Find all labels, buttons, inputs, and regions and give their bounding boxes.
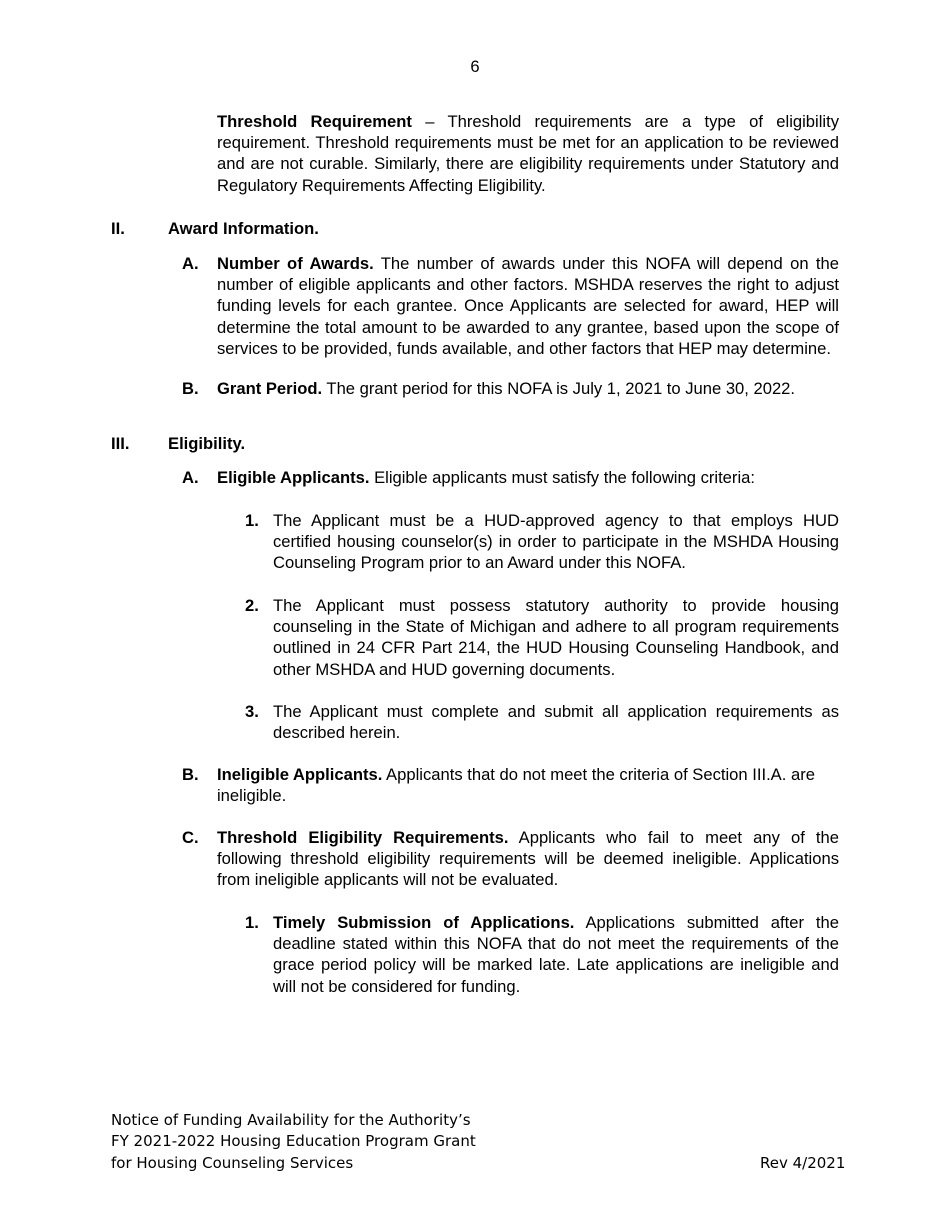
eligible-applicants-text: Eligible applicants must satisfy the following criteria: — [369, 468, 755, 487]
section-2b-paragraph — [217, 378, 839, 399]
threshold-item-1-number: 1. — [245, 913, 259, 932]
threshold-text: – Threshold requirements are a type of eligibility requirement. Threshold requirements must be met for an application to be reviewed and are not curable. Similarly, there are eligibility requirements under Statutory and Regulatory Requirements Affecting Eligibility. — [217, 112, 839, 195]
section-2a-paragraph — [217, 253, 839, 359]
ineligible-applicants-heading: Ineligible Applicants. — [217, 765, 383, 784]
number-of-awards-text: The number of awards under this NOFA will depend on the number of eligible applicants and other factors. MSHDA reserves the right to adjust funding levels for each grantee. Once Applicants are selected for award, HEP will determine the total amount to be awarded to any grantee, based upon the scope of services to be provided, funds available, and other factors that HEP may determine. — [217, 254, 839, 358]
footer-line-1: Notice of Funding Availability for the Authority’s — [111, 1111, 471, 1129]
section-3-title: Eligibility. — [168, 434, 246, 453]
section-3c-letter: C. — [182, 828, 199, 847]
grant-period-text: The grant period for this NOFA is July 1, 2021 to June 30, 2022. — [322, 379, 796, 398]
page-number: 6 — [470, 57, 480, 76]
footer-line-2: FY 2021-2022 Housing Education Program Grant — [111, 1132, 476, 1151]
section-2a-letter: A. — [182, 254, 199, 273]
section-2-title: Award Information. — [168, 219, 319, 238]
footer-revision: Rev 4/2021 — [760, 1154, 846, 1172]
timely-submission-heading: Timely Submission of Applications. — [273, 913, 575, 932]
section-3a-paragraph — [217, 467, 839, 488]
grant-period-heading: Grant Period. — [217, 379, 323, 398]
threshold-item-1-paragraph — [273, 912, 839, 997]
criterion-2-text: The Applicant must possess statutory authority to provide housing counseling in the State of Michigan and adhere to all program requirements outlined in 24 CFR Part 214, the HUD Housing Counseling Handbook, and other MSHDA and HUD governing documents. — [273, 596, 839, 679]
criterion-1-number: 1. — [245, 511, 259, 530]
criterion-1-text: The Applicant must be a HUD-approved agency to that employs HUD certified housing counselor(s) in order to participate in the MSHDA Housing Counseling Program prior to an Award under this NOFA. — [273, 511, 839, 573]
threshold-eligibility-text: Applicants who fail to meet any of the following threshold eligibility requirements will be deemed ineligible. Applications from ineligible applicants will not be evaluated. — [217, 828, 839, 890]
section-2b-letter: B. — [182, 379, 199, 398]
threshold-definition — [217, 111, 839, 196]
section-3a-letter: A. — [182, 468, 199, 487]
number-of-awards-heading: Number of Awards. — [217, 254, 374, 273]
threshold-term: Threshold Requirement — [217, 112, 412, 131]
footer-line-3: for Housing Counseling Services — [111, 1153, 354, 1172]
section-3b-letter: B. — [182, 765, 199, 784]
criterion-3-number: 3. — [245, 702, 259, 721]
criterion-2-number: 2. — [245, 596, 259, 615]
section-2-number: II. — [111, 219, 125, 238]
threshold-eligibility-heading: Threshold Eligibility Requirements. — [217, 828, 509, 847]
footer-document-title — [111, 1110, 476, 1174]
timely-submission-text: Applications submitted after the deadline stated within this NOFA that do not meet the requirements of the grace period policy will be marked late. Late applications are ineligible and will not be considered for funding. — [273, 913, 839, 996]
section-3-number: III. — [111, 434, 130, 453]
ineligible-applicants-text: Applicants that do not meet the criteria of Section III.A. are ineligible. — [217, 765, 815, 806]
section-3c-paragraph — [217, 827, 839, 891]
criterion-3-text: The Applicant must complete and submit all application requirements as described herein. — [273, 702, 839, 743]
section-3b-paragraph — [217, 764, 839, 806]
eligible-applicants-heading: Eligible Applicants. — [217, 468, 370, 487]
